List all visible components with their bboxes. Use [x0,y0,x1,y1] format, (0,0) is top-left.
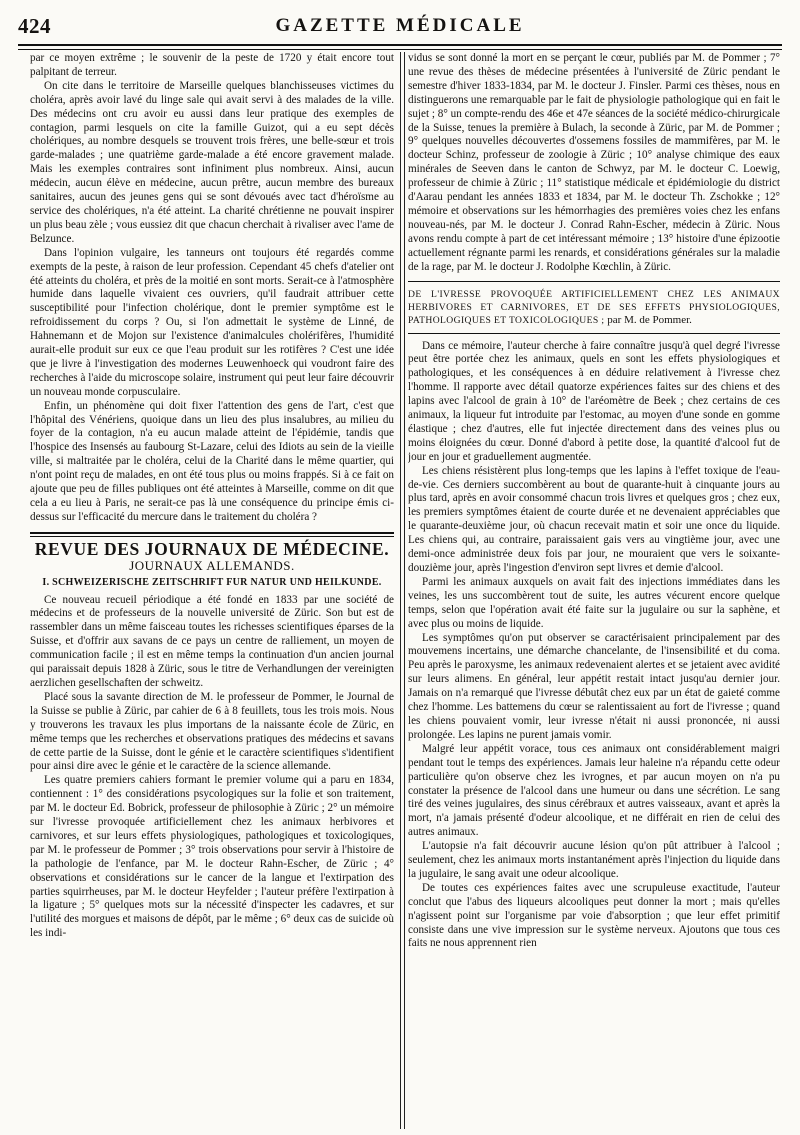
article-title: I. SCHWEIZERISCHE ZEITSCHRIFT FUR NATUR UND HEILKUNDE. [42,576,382,588]
section-title: REVUE DES JOURNAUX DE MÉDECINE. [34,538,390,559]
section-separator [30,532,394,537]
paragraph: Dans l'opinion vulgaire, les tanneurs ont toujours été regardés comme exempts de la peste, à raison de leur profession. Cependant 45 chefs d'atelier ont été atteints du choléra, et près de la moitié en sont morts. Serait-ce à l'atmosphère humide dans laquelle vivaient ces ouvriers, qu'il faudrait attribuer cette susceptibilité pour l'infection cholérique, dont le premier symptôme est le refroidissement du corps ? Ou, si l'on admettait le système de Linné, de Hahnemann et de Mojon sur l'existence d'animalcules cholérifères, l'humidité aurait-elle produit sur eux ce que l'eau produit sur les rotifères ? C'est une idée que je livre à l'investigation des modernes Leuwenhoeck qui voudront faire des recherches à l'aide du microscope solaire, instrument qui peut leur faire découvrir un nouveau monde corpusculaire. [30,246,394,398]
paragraph: De toutes ces expériences faites avec une scrupuleuse exactitude, l'auteur conclut que l'abus des liqueurs alcooliques peut donner la mort ; mais qu'elles n'agissent point sur l'organisme par voie d'absorption ; que leur effet primitif consiste dans une vive impression sur le système nerveux. Ajoutons que tous ces faits ne nous apprennent rien [408,881,780,950]
paragraph: Placé sous la savante direction de M. le professeur de Pommer, le Journal de la Suisse se publie à Züric, par cahier de 6 à 8 feuillets, tous les trois mois. Nous y trouverons les travaux les plus importans de la naissante école de Züric, en même temps que les recherches et observations pratiques des médecins et savans de cette partie de la Suisse, dont le génie et le caractère scientifiques s'identifient pour ainsi dire avec le génie et le caractère de la science allemande. [30,690,394,773]
page-number: 424 [18,14,51,38]
paragraph: L'autopsie n'a fait découvrir aucune lésion qu'on pût attribuer à l'alcool ; seulement, chez les animaux morts instantanément après l'injection du liquide dans la jugulaire, le sang avait une odeur alcoolique. [408,840,780,880]
paragraph: Parmi les animaux auxquels on avait fait des injections immédiates dans les veines, les uns succombèrent tout de suite, les autres vécurent encore quelque temps, selon que l'opération avait été faite sur la jugulaire ou sur la saphène, et avec plus ou moins de liquide. [408,575,780,630]
right-column [408,52,780,1129]
paragraph: Enfin, un phénomène qui doit fixer l'attention des gens de l'art, c'est que l'hôpital des Vénériens, quoique dans un lieu des plus insalubres, au milieu du foyer de la contagion, n'a eu aucun malade atteint de l'épidémie, tandis que l'hospice des Insensés au faubourg St-Lazare, celui des Idiots au sein de la vieille ville, si maltraitée par le choléra, celui de la Charité dans le même quartier, qui n'ont point reçu de malades, en ont été tous plus ou moins frappés. Si à ce fait on ajoute que peu de filles publiques ont été atteintes à Marseille, comme on dit que cela a eu lieu à Paris, ne serait-ce pas là une conséquence du principe émis ci-dessus sur l'efficacité du mercure dans le traitement du choléra ? [30,399,394,523]
article-separator [408,333,780,334]
paragraph: Dans ce mémoire, l'auteur cherche à faire connaître jusqu'à quel degré l'ivresse peut être portée chez les animaux, quels en sont les effets physiologiques et pathologiques, et les conséquences à en déduire relativement à l'ivresse chez l'homme. Il rapporte avec détail quatorze expériences faites sur des chiens et des lapins avec l'alcool de grain à 10° de l'aréomètre de Beek ; chez certains de ces animaux, la liqueur fut introduite par l'estomac, au moyen d'une sonde en gomme élastique ; chez d'autres, elle fut injectée directement dans des veines plus ou moins éloignées du cœur. Donné d'abord à petite dose, la quantité d'alcool fut de jour en jour et graduellement augmentée. [408,339,780,463]
paragraph: par ce moyen extrême ; le souvenir de la peste de 1720 y était encore tout palpitant de terreur. [30,52,394,78]
article-separator [408,281,780,282]
paragraph: Ce nouveau recueil périodique a été fondé en 1833 par une société de médecins et de professeurs de la nouvelle université de Züric. Son but est de rassembler dans un même faisceau toutes les richesses scientifiques éparses de la Suisse, et d'offrir aux savans de ce pays un centre de ralliement, un moyen de communication facile ; il est en même temps la continuation d'un ancien journal qui paraissait depuis 1828 à Züric, sous le titre de Verhandlungen der vereinigten aerzlichen gesellschaften der schweitz. [30,593,394,689]
paragraph: Malgré leur appétit vorace, tous ces animaux ont considérablement maigri pendant tout le temps des expériences. Jamais leur haleine n'a répandu cette odeur particulière qu'on observe chez les ivrognes, et par aucun moyen on n'a pu constater la présence de l'alcool dans une humeur ou dans une sécrétion. Le sang tiré des veines jugulaires, des sinus cérébraux et autres vaisseaux, avant et après la mort, n'a jamais présenté d'odeur alcoolique, et ne différait en rien de celui des autres animaux. [408,742,780,839]
paragraph: vidus se sont donné la mort en se perçant le cœur, publiés par M. de Pommer ; 7° une revue des thèses de médecine présentées à l'université de Züric pendant le semestre d'hiver 1833-1834, par M. le docteur J. Finsler. Parmi ces thèses, nous en distinguerons une remarquable par le fait de physiologie pathologique qui en fait le sujet ; 8° un compte-rendu des 46e et 47e séances de la société médico-chirurgicale de la Suisse, tenues la première à Bulach, la seconde à Züric, par M. de Pommer ; 9° quelques nouvelles découvertes d'ossemens fossiles de mammifères, par M. le docteur Schinz, professeur de zoologie à Züric ; 10° analyse chimique des eaux minérales de Seeven dans le canton de Schwyz, par M. le docteur C. Loewig, professeur de chimie à Züric ; 11° statistique médicale et épidémiologie du district d'Aarau pendant les années 1833 et 1834, par M. le docteur Th. Zschokke ; 12° mémoire et observations sur les hémorrhagies des premières voies chez les enfans nouveau-nés, par M. le docteur J. Conrad Rahn-Escher, médecin à Züric. Nous avons rendu compte à part de cet intéressant mémoire ; 13° histoire d'une épizootie actuellement régnante parmi les renards, et considérations générales sur la maladie de la rage, par M. le docteur J. Rodolphe Kœchlin, à Züric. [408,52,780,273]
column-divider [400,52,405,1129]
paragraph: On cite dans le territoire de Marseille quelques blanchisseuses victimes du choléra, après avoir lavé du linge sale qui avait servi à des malades de la ville. Des médecins ont cru avoir eu aussi dans leur pratique des exemples de contagion, parmi lesquels on cite la famille Guizot, qui a eu sept décès cholériques, au nombre desquels se trouvent trois frères, une belle-sœur et trois garde-malades ; une quatrième garde-malade a été encore gravement malade. Mais les exemples contraires sont infiniment plus nombreux. Ainsi, aucun médecin, aucun élève en médecine, aucun prêtre, aucun membre des bureaux sanitaires, aucun des jeunes gens qui se sont dévoués avec tact d'héroïsme au service des cholériques, n'a été atteint. La charité chrétienne ne pouvait inspirer un plus beau zèle ; vous eussiez dit que chacun cherchait à rivaliser avec l'ame de Belzunce. [30,79,394,245]
left-column [30,52,394,1129]
subsection-title: JOURNAUX ALLEMANDS. [129,557,295,573]
header-rule [18,44,782,50]
journal-title: GAZETTE MÉDICALE [275,15,525,36]
paragraph: Les symptômes qu'on put observer se caractérisaient principalement par des mouvemens incertains, une démarche chancelante, de l'insensibilité et du coma. Peu après le paroxysme, les animaux redevenaient alertes et se jetaient avec avidité sur leurs alimens. En général, leur appétit restait intact jusqu'au dernier jour. Jamais on n'a remarqué que l'ivresse débutât chez eux par un état de gaieté comme chez l'homme. Les battemens du cœur se ralentissaient au fort de l'ivresse ; quand les chiens pouvaient vomir, leur ivresse n'était ni aussi prononcée, ni aussi prolongée. Les lapins ne purent jamais vomir. [408,631,780,741]
paragraph: Les chiens résistèrent plus long-temps que les lapins à l'effet toxique de l'eau-de-vie. Ces derniers succombèrent au bout de quarante-huit à cinquante jours au plus tard, après en avoir consommé chacun trois livres et quelques gros ; chez eux, les premiers symptômes étaient de courte durée et ne devenaient appréciables que le quarante-deuxième jour, où chacun recevait matin et soir une once du liquide. Les chiens qui, au contraire, paraissaient gais vers au vingtième jour, avec une demi-once administrée deux fois par jour, ne mouraient que vers le soixante-douzième jour, après l'ingestion d'environ sept livres et demie d'alcool. [408,464,780,574]
article-heading [408,288,780,327]
article-author: par M. de Pommer. [607,313,692,326]
paragraph: Les quatre premiers cahiers formant le premier volume qui a paru en 1834, contiennent : 1° des considérations psycologiques sur la folie et son traitement, par M. le docteur Ed. Bobrick, professeur de philosophie à Züric ; 2° un mémoire sur l'ivresse provoquée artificiellement chez les animaux herbivores et carnivores, et sur leurs effets physiologiques, pathologiques et toxicologiques, par M. le professeur de Pommer ; 3° trois observations pour servir à l'histoire de la pathologie de l'enfance, par M. le docteur Rahn-Escher, de Züric ; 4° observations et considérations sur le cancer de la langue et l'extirpation des parties squirrheuses, par M. le docteur Heyfelder ; l'auteur préfère l'extirpation à la ligature ; 5° quelques mots sur la nécessité d'inspecter les cadavres, et sur l'utilité des morgues et maisons de dépôt, par le même ; 6° deux cas de suicide où les indi- [30,774,394,940]
article-heading-text: DE L'IVRESSE PROVOQUÉE ARTIFICIELLEMENT CHEZ LES ANIMAUX HERBIVORES ET CARNIVORES, ET DE SES EFFETS PHYSIOLOGIQUES, PATHOLOGIQUES ET TOXICOLOGIQUES ; [408,288,780,326]
page-header [18,12,782,46]
